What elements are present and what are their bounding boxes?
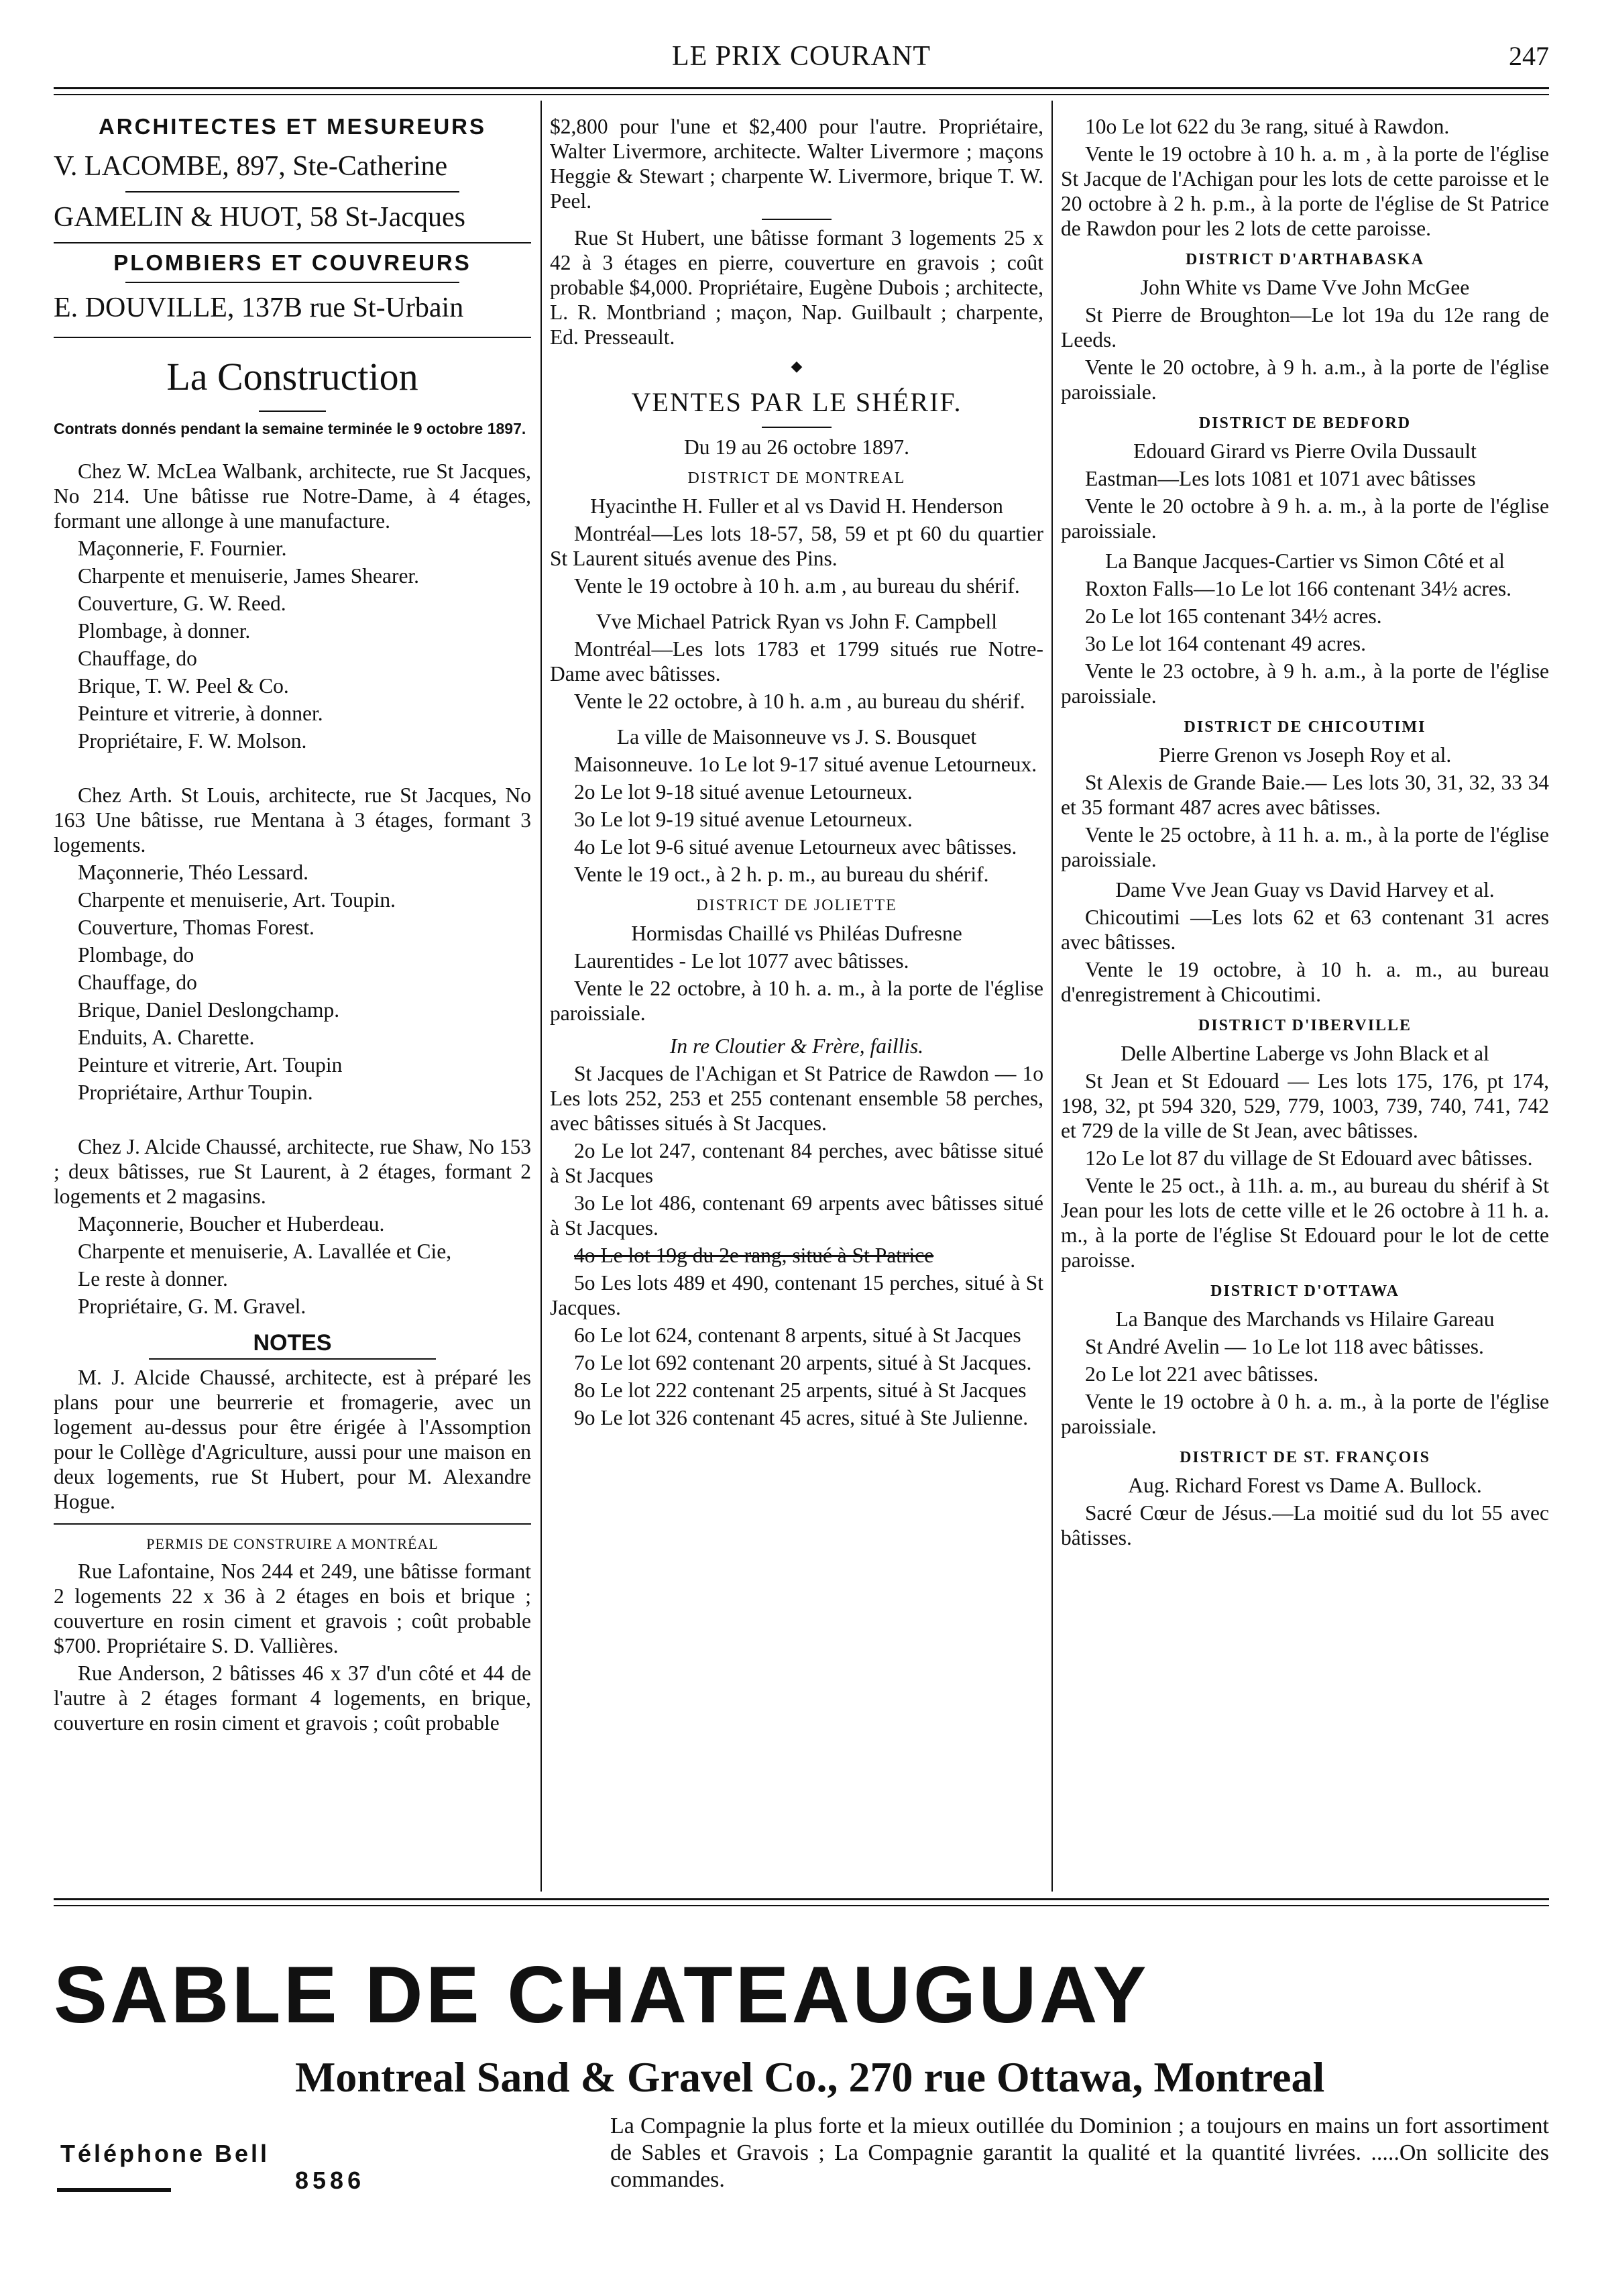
- telephone-label: Téléphone Bell: [60, 2140, 270, 2167]
- sale-date: Vente le 19 octobre, à 10 h. a. m., au bureau d'enregistrement à Chicoutimi.: [1061, 958, 1549, 1006]
- contract-line: Plombage, à donner.: [78, 619, 251, 643]
- sale-date: Vente le 25 octobre, à 11 h. a. m., à la porte de l'église paroissiale.: [1061, 823, 1549, 871]
- page-number: 247: [1509, 41, 1549, 71]
- sale-line: 9o Le lot 326 contenant 45 acres, situé à Ste Julienne.: [574, 1406, 1029, 1429]
- sale-line: Maisonneuve. 1o Le lot 9-17 situé avenue Letourneux.: [574, 753, 1037, 776]
- district-heading-joliette: DISTRICT DE JOLIETTE: [696, 897, 897, 914]
- column-2: [550, 114, 1043, 1433]
- sale-parties: Hyacinthe H. Fuller et al vs David H. Henderson: [590, 494, 1003, 518]
- sale-line: 2o Le lot 9-18 situé avenue Letourneux.: [574, 780, 913, 804]
- sale-date: Vente le 22 octobre, à 10 h. a. m., à la porte de l'église paroissiale.: [550, 977, 1043, 1025]
- sheriff-sales-title: VENTES PAR LE SHÉRIF.: [631, 387, 962, 417]
- column-divider-2: [1051, 101, 1053, 1892]
- ad-top-rule: [54, 1898, 1549, 1900]
- header-rule: [54, 87, 1549, 89]
- sale-description: Laurentides - Le lot 1077 avec bâtisses.: [574, 949, 909, 973]
- sale-parties: In re Cloutier & Frère, faillis.: [669, 1034, 924, 1058]
- divider: [54, 1523, 531, 1525]
- contract-line: Propriétaire, Arthur Toupin.: [78, 1081, 313, 1104]
- sale-line: 7o Le lot 692 contenant 20 arpents, situé à St Jacques.: [574, 1351, 1032, 1374]
- sale-line: 4o Le lot 9-6 situé avenue Letourneux avec bâtisses.: [574, 835, 1017, 859]
- column-1: [54, 114, 531, 1738]
- contract-line: Chauffage, do: [78, 647, 197, 670]
- sale-line: 10o Le lot 622 du 3e rang, situé à Rawdon.: [1085, 115, 1450, 138]
- district-heading-chicoutimi: DISTRICT DE CHICOUTIMI: [1184, 718, 1426, 736]
- divider: [149, 1358, 435, 1360]
- contract-line: Plombage, do: [78, 943, 194, 967]
- notes-heading: NOTES: [253, 1330, 332, 1356]
- divider: [762, 219, 831, 220]
- contract-line: Propriétaire, F. W. Molson.: [78, 729, 307, 753]
- district-heading-ottawa: DISTRICT D'OTTAWA: [1210, 1282, 1400, 1300]
- sale-line: 2o Le lot 221 avec bâtisses.: [1085, 1362, 1319, 1386]
- sale-line: 3o Le lot 164 contenant 49 acres.: [1085, 632, 1366, 655]
- telephone-number: 8586: [295, 2167, 365, 2194]
- sale-parties: Edouard Girard vs Pierre Ovila Dussault: [1133, 439, 1477, 463]
- district-heading-montreal: DISTRICT DE MONTREAL: [687, 470, 906, 487]
- sale-date: Vente le 19 octobre à 0 h. a. m., à la porte de l'église paroissiale.: [1061, 1390, 1549, 1438]
- sale-line: 2o Le lot 165 contenant 34½ acres.: [1085, 604, 1382, 628]
- contract-line: Charpente et menuiserie, James Shearer.: [78, 564, 420, 588]
- contract-line: Charpente et menuiserie, A. Lavallée et Cie,: [78, 1240, 452, 1263]
- divider: [54, 242, 531, 243]
- divider: [125, 282, 459, 283]
- permit-entry: Rue Lafontaine, Nos 244 et 249, une bâtisse formant 2 logements 22 x 36 à 2 étages en bois et brique ; couverture en rosin ciment et gravois ; coût probable $700. Propriétaire S. D. Vallières.: [54, 1560, 531, 1657]
- district-heading-iberville: DISTRICT D'IBERVILLE: [1198, 1017, 1412, 1034]
- sale-parties: La ville de Maisonneuve vs J. S. Bousquet: [616, 725, 977, 749]
- contract-line: Propriétaire, G. M. Gravel.: [78, 1295, 306, 1318]
- sale-line: St André Avelin — 1o Le lot 118 avec bâtisses.: [1085, 1335, 1484, 1358]
- plumber-listing: E. DOUVILLE, 137B rue St-Urbain: [54, 292, 464, 323]
- sale-date: Vente le 19 oct., à 2 h. p. m., au bureau du shérif.: [574, 863, 989, 886]
- construction-title: La Construction: [166, 355, 418, 398]
- ad-top-rule-2: [54, 1905, 1549, 1906]
- architects-heading: ARCHITECTES ET MESUREURS: [98, 114, 487, 139]
- header-rule-2: [54, 94, 1549, 95]
- contracts-subtitle: Contrats donnés pendant la semaine terminée le 9 octobre 1897.: [54, 420, 526, 437]
- sale-description: St Alexis de Grande Baie.— Les lots 30, 31, 32, 33 34 et 35 formant 487 acres avec bâtisses.: [1061, 771, 1549, 819]
- sale-description: Eastman—Les lots 1081 et 1071 avec bâtisses: [1085, 467, 1476, 490]
- sale-date: Vente le 19 octobre à 10 h. a.m , au bureau du shérif.: [574, 574, 1020, 598]
- sale-line: 4o Le lot 19g du 2e rang, situé à St Patrice: [574, 1244, 934, 1267]
- district-heading-arthabaska: DISTRICT D'ARTHABASKA: [1185, 251, 1425, 268]
- sale-date: Vente le 19 octobre à 10 h. a. m , à la porte de l'église St Jacque de l'Achigan pour les lots de cette paroisse et le 20 octobre à 2 h. p.m., à la porte de l'église de St Patrice de Rawdon pour les 2 lots de cette paroisse.: [1061, 142, 1549, 240]
- divider: [125, 191, 459, 193]
- contract-line: Enduits, A. Charette.: [78, 1026, 255, 1049]
- contract-line: Charpente et menuiserie, Art. Toupin.: [78, 888, 396, 912]
- sale-parties: Dame Vve Jean Guay vs David Harvey et al.: [1115, 878, 1495, 901]
- sale-description: St Pierre de Broughton—Le lot 19a du 12e rang de Leeds.: [1061, 303, 1549, 351]
- column-divider-1: [540, 101, 542, 1892]
- contract-entry: Chez J. Alcide Chaussé, architecte, rue Shaw, No 153 ; deux bâtisses, rue St Laurent, à 2 étages, formant 2 logements et 2 magasins.: [54, 1135, 531, 1208]
- sale-parties: Delle Albertine Laberge vs John Black et al: [1121, 1042, 1489, 1065]
- sale-date: Vente le 25 oct., à 11h. a. m., au bureau du shérif à St Jean pour les lots de cette ville et le 26 octobre à 11 h. a. m., à la porte de l'église St Edouard pour le lot de cette paroisse.: [1061, 1174, 1549, 1272]
- journal-title: LE PRIX COURANT: [671, 41, 931, 72]
- permit-entry: Rue St Hubert, une bâtisse formant 3 logements 25 x 42 à 3 étages en pierre, couverture en gravois ; coût probable $4,000. Propriétaire, Eugène Dubois ; architecte, L. R. Montbriand ; maçon, Nap. Guilbault ; charpente, Ed. Presseault.: [550, 226, 1043, 349]
- sale-date: Vente le 23 octobre, à 9 h. a.m., à la porte de l'église paroissiale.: [1061, 659, 1549, 708]
- column-3: [1061, 114, 1549, 1553]
- sale-description: Chicoutimi —Les lots 62 et 63 contenant 31 acres avec bâtisses.: [1061, 906, 1549, 954]
- contract-line: Couverture, Thomas Forest.: [78, 916, 315, 939]
- sale-parties: Hormisdas Chaillé vs Philéas Dufresne: [631, 922, 962, 945]
- sale-description: Montréal—Les lots 18-57, 58, 59 et pt 60 du quartier St Laurent situés avenue des Pins.: [550, 522, 1043, 570]
- contract-line: Peinture et vitrerie, Art. Toupin: [78, 1053, 343, 1077]
- permits-heading: PERMIS DE CONSTRUIRE A MONTRÉAL: [146, 1535, 439, 1552]
- sale-parties: Vve Michael Patrick Ryan vs John F. Campbell: [595, 610, 998, 633]
- divider: [762, 427, 831, 428]
- contract-line: Peinture et vitrerie, à donner.: [78, 702, 323, 725]
- ornament-icon: ◆: [791, 358, 803, 374]
- page-header: [54, 40, 1549, 80]
- sale-line: 2o Le lot 247, contenant 84 perches, avec bâtisse situé à St Jacques: [550, 1139, 1043, 1187]
- notes-text: M. J. Alcide Chaussé, architecte, est à préparé les plans pour une beurrerie et fromagerie, avec un logement au-dessus pour être érigée à l'Assomption pour le Collège d'Agriculture, aussi pour une maison en deux logements, rue St Hubert, pour M. Alexandre Hogue.: [54, 1366, 531, 1513]
- district-heading-st-francois: DISTRICT DE ST. FRANÇOIS: [1180, 1449, 1430, 1466]
- permit-continuation: $2,800 pour l'une et $2,400 pour l'autre. Propriétaire, Walter Livermore, architecte. Walter Livermore ; maçons Heggie & Stewart ; charpente W. Livermore, brique T. W. Peel.: [550, 115, 1043, 213]
- sale-date: Vente le 20 octobre, à 9 h. a.m., à la porte de l'église paroissiale.: [1061, 356, 1549, 404]
- sale-description: Sacré Cœur de Jésus.—La moitié sud du lot 55 avec bâtisses.: [1061, 1501, 1549, 1549]
- sale-date: Vente le 20 octobre à 9 h. a. m., à la porte de l'église paroissiale.: [1061, 494, 1549, 543]
- contract-line: Brique, Daniel Deslongchamp.: [78, 998, 340, 1022]
- contract-line: Maçonnerie, Boucher et Huberdeau.: [78, 1212, 385, 1236]
- sales-dates: Du 19 au 26 octobre 1897.: [684, 435, 909, 459]
- sale-line: 5o Les lots 489 et 490, contenant 15 perches, situé à St Jacques.: [550, 1271, 1043, 1319]
- sale-line: 3o Le lot 9-19 situé avenue Letourneux.: [574, 808, 913, 831]
- sale-line: St Jean et St Edouard — Les lots 175, 176, pt 174, 198, 32, pt 594 320, 529, 779, 1003, 739, 740, 741, 742 et 729 de la ville de St Jean, avec bâtisses.: [1061, 1069, 1549, 1142]
- sale-line: 6o Le lot 624, contenant 8 arpents, situé à St Jacques: [574, 1323, 1021, 1347]
- contract-line: Le reste à donner.: [78, 1267, 228, 1291]
- architect-listing: GAMELIN & HUOT, 58 St-Jacques: [54, 202, 465, 233]
- sale-parties: La Banque Jacques-Cartier vs Simon Côté et al: [1105, 549, 1505, 573]
- contract-line: Maçonnerie, Théo Lessard.: [78, 861, 309, 884]
- sale-line: 8o Le lot 222 contenant 25 arpents, situé à St Jacques: [574, 1378, 1027, 1402]
- architect-listing: V. LACOMBE, 897, Ste-Catherine: [54, 151, 448, 182]
- contract-line: Chauffage, do: [78, 971, 197, 994]
- sale-description: Montréal—Les lots 1783 et 1799 situés rue Notre-Dame avec bâtisses.: [550, 637, 1043, 686]
- sale-line: 3o Le lot 486, contenant 69 arpents avec bâtisses situé à St Jacques.: [550, 1191, 1043, 1240]
- sale-line: St Jacques de l'Achigan et St Patrice de Rawdon — 1o Les lots 252, 253 et 255 contenant ensemble 58 perches, avec bâtisses situés à St Jacques.: [550, 1062, 1043, 1135]
- sale-date: Vente le 22 octobre, à 10 h. a.m , au bureau du shérif.: [574, 690, 1025, 713]
- sale-line: Roxton Falls—1o Le lot 166 contenant 34½ acres.: [1085, 577, 1512, 600]
- contract-line: Maçonnerie, F. Fournier.: [78, 537, 287, 560]
- advertisement-body: La Compagnie la plus forte et la mieux outillée du Dominion ; a toujours en mains un fort assortiment de Sables et Gravois ; La Compagnie garantit la qualité et la quantité livrées. .....On sollicite des commandes.: [610, 2114, 1549, 2192]
- plumbers-heading: PLOMBIERS ET COUVREURS: [113, 250, 471, 275]
- telephone-flourish: [57, 2188, 171, 2192]
- sale-line: 12o Le lot 87 du village de St Edouard avec bâtisses.: [1085, 1146, 1533, 1170]
- divider: [54, 337, 531, 338]
- sale-parties: John White vs Dame Vve John McGee: [1140, 276, 1470, 299]
- permit-entry: Rue Anderson, 2 bâtisses 46 x 37 d'un côté et 44 de l'autre à 2 étages formant 4 logements, en brique, couverture en rosin ciment et gravois ; coût probable: [54, 1661, 531, 1735]
- sale-parties: La Banque des Marchands vs Hilaire Gareau: [1115, 1307, 1495, 1331]
- advertisement-headline: SABLE DE CHATEAUGUAY: [54, 1950, 1149, 2040]
- contract-line: Couverture, G. W. Reed.: [78, 592, 286, 615]
- contract-line: Brique, T. W. Peel & Co.: [78, 674, 289, 698]
- sale-parties: Pierre Grenon vs Joseph Roy et al.: [1158, 743, 1452, 767]
- sale-parties: Aug. Richard Forest vs Dame A. Bullock.: [1128, 1474, 1482, 1497]
- district-heading-bedford: DISTRICT DE BEDFORD: [1198, 415, 1412, 432]
- contract-entry: Chez Arth. St Louis, architecte, rue St Jacques, No 163 Une bâtisse, rue Mentana à 3 étages, formant 3 logements.: [54, 783, 531, 857]
- advertisement-subline: Montreal Sand & Gravel Co., 270 rue Ottawa, Montreal: [295, 2053, 1325, 2101]
- divider: [259, 411, 326, 412]
- contract-entry: Chez W. McLea Walbank, architecte, rue St Jacques, No 214. Une bâtisse rue Notre-Dame, à 4 étages, formant une allonge à une manufacture.: [54, 459, 531, 533]
